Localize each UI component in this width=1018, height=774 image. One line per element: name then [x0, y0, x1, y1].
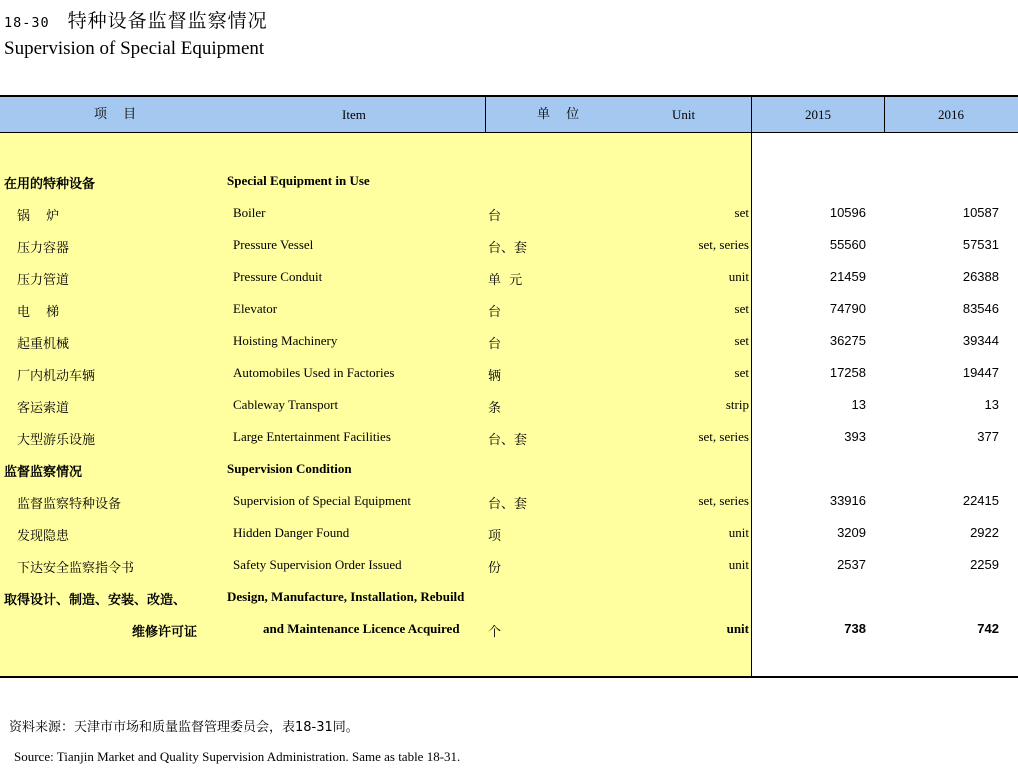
- header-divider: [884, 97, 885, 133]
- row-unit-en: unit: [726, 621, 749, 636]
- row-item-cn: 取得设计、制造、安装、改造、: [4, 593, 187, 608]
- row-unit-en: set, series: [698, 237, 749, 252]
- cell-2015: 10596: [829, 205, 866, 220]
- row-item-cn: 维修许可证: [132, 625, 198, 640]
- cell-2016: 742: [977, 621, 999, 636]
- header-item-en: Item: [342, 107, 366, 122]
- table-row: [0, 518, 1018, 550]
- row-item-en: Design, Manufacture, Installation, Rebuild: [227, 589, 465, 604]
- row-item-en: Elevator: [233, 301, 278, 316]
- row-item-en: and Maintenance Licence Acquired: [263, 621, 460, 636]
- row-unit-en: strip: [725, 397, 749, 412]
- header-divider: [485, 97, 486, 133]
- row-item-en: Hidden Danger Found: [233, 525, 350, 540]
- cell-2016: 26388: [962, 269, 999, 284]
- row-unit-en: unit: [728, 269, 749, 284]
- cell-2015: 393: [844, 429, 866, 444]
- table-title-en: Supervision of Special Equipment: [4, 38, 265, 59]
- table-row: [0, 294, 1018, 326]
- row-item-cn: 电 梯: [17, 305, 66, 320]
- cell-2015: 3209: [837, 525, 866, 540]
- row-unit-cn: 单 元: [488, 273, 525, 288]
- table-bottom-rule: [0, 676, 1018, 678]
- table-row: [0, 486, 1018, 518]
- cell-2016: 2259: [970, 557, 999, 572]
- cell-2015: 55560: [829, 237, 866, 252]
- table-row: [0, 454, 1018, 486]
- row-unit-en: set: [734, 301, 749, 316]
- cell-2016: 83546: [962, 301, 999, 316]
- row-item-en: Safety Supervision Order Issued: [233, 557, 402, 572]
- row-item-cn: 锅 炉: [17, 209, 66, 224]
- row-item-cn: 发现隐患: [17, 529, 70, 544]
- row-item-en: Automobiles Used in Factories: [233, 365, 395, 380]
- table-title-cn: [4, 6, 268, 33]
- row-unit-cn: 份: [488, 561, 502, 576]
- cell-2016: 57531: [962, 237, 999, 252]
- table-row: [0, 262, 1018, 294]
- table-row: [0, 166, 1018, 198]
- row-item-en: Hoisting Machinery: [233, 333, 338, 348]
- row-item-cn: 监督监察特种设备: [17, 497, 122, 512]
- row-unit-en: unit: [728, 525, 749, 540]
- row-item-cn: 大型游乐设施: [17, 433, 96, 448]
- cell-2015: 738: [844, 621, 866, 636]
- row-item-cn: 压力容器: [17, 241, 70, 256]
- cell-2015: 21459: [829, 269, 866, 284]
- source-note-en: Source: Tianjin Market and Quality Supervision Administration. Same as table 18-31.: [14, 749, 461, 764]
- row-item-en: Supervision of Special Equipment: [233, 493, 412, 508]
- row-item-cn: 在用的特种设备: [4, 177, 96, 192]
- row-item-cn: 压力管道: [17, 273, 70, 288]
- row-unit-cn: 辆: [488, 369, 502, 384]
- table-row: [0, 358, 1018, 390]
- row-unit-cn: 台: [488, 209, 502, 224]
- header-2016: 2016: [938, 107, 964, 122]
- row-unit-en: set: [734, 205, 749, 220]
- row-item-en: Large Entertainment Facilities: [233, 429, 391, 444]
- cell-2015: 33916: [829, 493, 866, 508]
- row-unit-en: set, series: [698, 493, 749, 508]
- row-unit-cn: 台: [488, 337, 502, 352]
- cell-2015: 13: [851, 397, 866, 412]
- row-item-en: Pressure Vessel: [233, 237, 314, 252]
- cell-2015: 17258: [829, 365, 866, 380]
- cell-2016: 39344: [962, 333, 999, 348]
- table-header: [0, 95, 1018, 133]
- row-item-cn: 监督监察情况: [4, 465, 83, 480]
- row-item-cn: 厂内机动车辆: [17, 369, 96, 384]
- cell-2016: 10587: [962, 205, 999, 220]
- row-unit-cn: 个: [488, 625, 502, 640]
- row-item-cn: 下达安全监察指令书: [17, 561, 135, 576]
- cell-2015: 36275: [829, 333, 866, 348]
- row-unit-en: unit: [728, 557, 749, 572]
- row-unit-en: set, series: [698, 429, 749, 444]
- table-row: [0, 422, 1018, 454]
- table-row: [0, 198, 1018, 230]
- row-unit-cn: 条: [488, 401, 502, 416]
- table-row: [0, 390, 1018, 422]
- source-note-cn: 资料来源：天津市市场和质量监督管理委员会，表18-31同。: [9, 720, 359, 735]
- table-row: [0, 614, 1018, 646]
- row-item-cn: 客运索道: [17, 401, 70, 416]
- row-item-en: Special Equipment in Use: [227, 173, 370, 188]
- header-unit-en: Unit: [672, 107, 696, 122]
- header-unit-cn: 单 位: [537, 107, 586, 122]
- row-unit-en: set: [734, 333, 749, 348]
- row-item-en: Pressure Conduit: [233, 269, 323, 284]
- cell-2016: 22415: [962, 493, 999, 508]
- cell-2016: 19447: [962, 365, 999, 380]
- cell-2015: 2537: [837, 557, 866, 572]
- row-item-en: Cableway Transport: [233, 397, 339, 412]
- row-item-en: Supervision Condition: [227, 461, 352, 476]
- cell-2016: 2922: [970, 525, 999, 540]
- header-item-cn: 项 目: [94, 107, 143, 122]
- row-unit-cn: 台、套: [488, 433, 528, 448]
- table-title-cn-text: 特种设备监督监察情况: [67, 10, 268, 32]
- row-unit-cn: 台: [488, 305, 502, 320]
- table-row: [0, 582, 1018, 614]
- row-unit-cn: 台、套: [488, 497, 528, 512]
- cell-2016: 377: [977, 429, 999, 444]
- table-row: [0, 230, 1018, 262]
- row-unit-en: set: [734, 365, 749, 380]
- table-number: 18-30: [4, 15, 50, 31]
- cell-2015: 74790: [829, 301, 866, 316]
- header-divider: [751, 97, 752, 133]
- table-row: [0, 550, 1018, 582]
- row-item-cn: 起重机械: [17, 337, 70, 352]
- row-unit-cn: 台、套: [488, 241, 528, 256]
- cell-2016: 13: [984, 397, 999, 412]
- table-row: [0, 326, 1018, 358]
- header-2015: 2015: [805, 107, 831, 122]
- row-item-en: Boiler: [233, 205, 266, 220]
- row-unit-cn: 项: [488, 529, 502, 544]
